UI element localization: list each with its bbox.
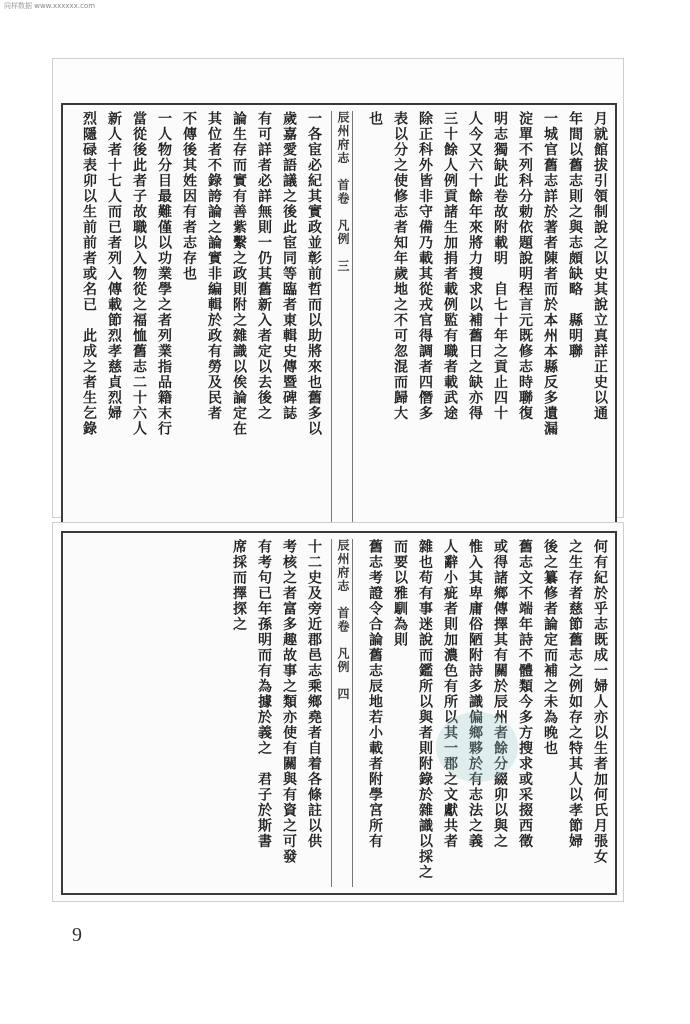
top-page (52, 58, 624, 518)
text-column: 何有紀於乎志既成一婦人亦以生者加何氏月張女 (592, 539, 608, 865)
watermark: 同样数据 www.xxxxxx.com (4, 2, 96, 10)
bottom-columns (69, 539, 609, 887)
text-column: 後之纂修者論定而補之未為晚也 (542, 539, 558, 756)
fold-header: 辰州府志 首卷 凡例 四 (331, 539, 353, 887)
text-column: 歲嘉愛語議之後此宦同等臨者東輯史傳暨碑誌 (281, 111, 297, 421)
text-column: 論生存而實有善紫繫之政則附之雜識以俟論定在 (231, 111, 247, 437)
text-column: 而要以雅馴為則 (392, 539, 408, 648)
text-column: 一各宦必紀其實政並彰前哲而以助將來也舊多以 (306, 111, 322, 437)
text-column: 不傳後其姓因有者志存也 (181, 111, 197, 282)
bottom-text-block (61, 531, 617, 895)
text-column: 其位者不錄誇論之論實非編輯於政有勞及民者 (206, 111, 222, 421)
text-column: 明志獨缺此卷故附載明 自七十年之貢止四十 (492, 111, 508, 421)
text-column: 席採而擇探之 (231, 539, 247, 632)
text-column: 之生存者慈節舊志之例如存之特其人以孝節婦 (567, 539, 583, 849)
text-column: 惟入其卑庸俗陋附詩多識偏鄉夥於有志法之義 (467, 539, 483, 849)
text-column: 有可詳者必詳無則一仍其舊新入者定以去後之 (256, 111, 272, 421)
text-column: 一城官舊志詳於著者陳者而於本州本縣反多遺漏 (542, 111, 558, 437)
text-column: 舊志文不端年詩不體類今多方搜求或采掇西徵 (517, 539, 533, 849)
top-columns (69, 111, 609, 547)
text-column: 表以分之使修志者知年歲地之不可忽混而歸大 (392, 111, 408, 421)
text-column: 月就館拔引領制說之以史其說立真詳正史以通 (592, 111, 608, 421)
text-column: 三十餘人例貢諸生加捐者載例監有職者載武途 (442, 111, 458, 421)
text-column: 烈隱碌表卯以生前前者或名已 此成之者生乞錄 (81, 111, 97, 437)
text-column: 人今又六十餘年來將力搜求以補舊日之缺亦得 (467, 111, 483, 421)
text-column: 人辭小疵者則加濃色有所以其一郡之文獻共者 (442, 539, 458, 849)
page-number: 9 (72, 924, 82, 946)
text-column: 新人者十七人而已者列入傳載節烈孝慈貞烈婦 (106, 111, 122, 421)
text-column: 當從後此者子故職以入物從之福恤舊志二十六人 (131, 111, 147, 437)
text-column: 舊志考證令合論舊志辰地若小載者附學宮所有 (367, 539, 383, 849)
text-column: 十二史及旁近郡邑志乘鄉堯者自着各條註以供 (306, 539, 322, 849)
text-column: 也 (367, 111, 383, 127)
text-column: 年間以舊志則之與志頗缺略 縣明聯 (567, 111, 583, 359)
text-column: 一人物分目最難僅以功業學之者列業指品籍末行 (156, 111, 172, 437)
text-column: 或得諸鄉傳擇其有關於辰州者餘分綴卯以與之 (492, 539, 508, 849)
text-column: 淀單不列科分勅依題說明程言元既修志時聯復 (517, 111, 533, 421)
text-column: 除正科外皆非守備乃載其從戎官得調者四僭多 (417, 111, 433, 421)
text-column: 雜也苟有事迷說而鑑所以與者則附錄於雜識以採之 (417, 539, 433, 880)
text-column: 有考句已年孫明而有為據於義之 君子於斯書 (256, 539, 272, 849)
library-seal (436, 712, 518, 782)
fold-header: 辰州府志 首卷 凡例 三 (331, 111, 353, 547)
top-text-block (61, 103, 617, 555)
text-column: 考核之者富多趣故事之類亦使有關與有資之可發 (281, 539, 297, 865)
bottom-page (52, 522, 624, 902)
